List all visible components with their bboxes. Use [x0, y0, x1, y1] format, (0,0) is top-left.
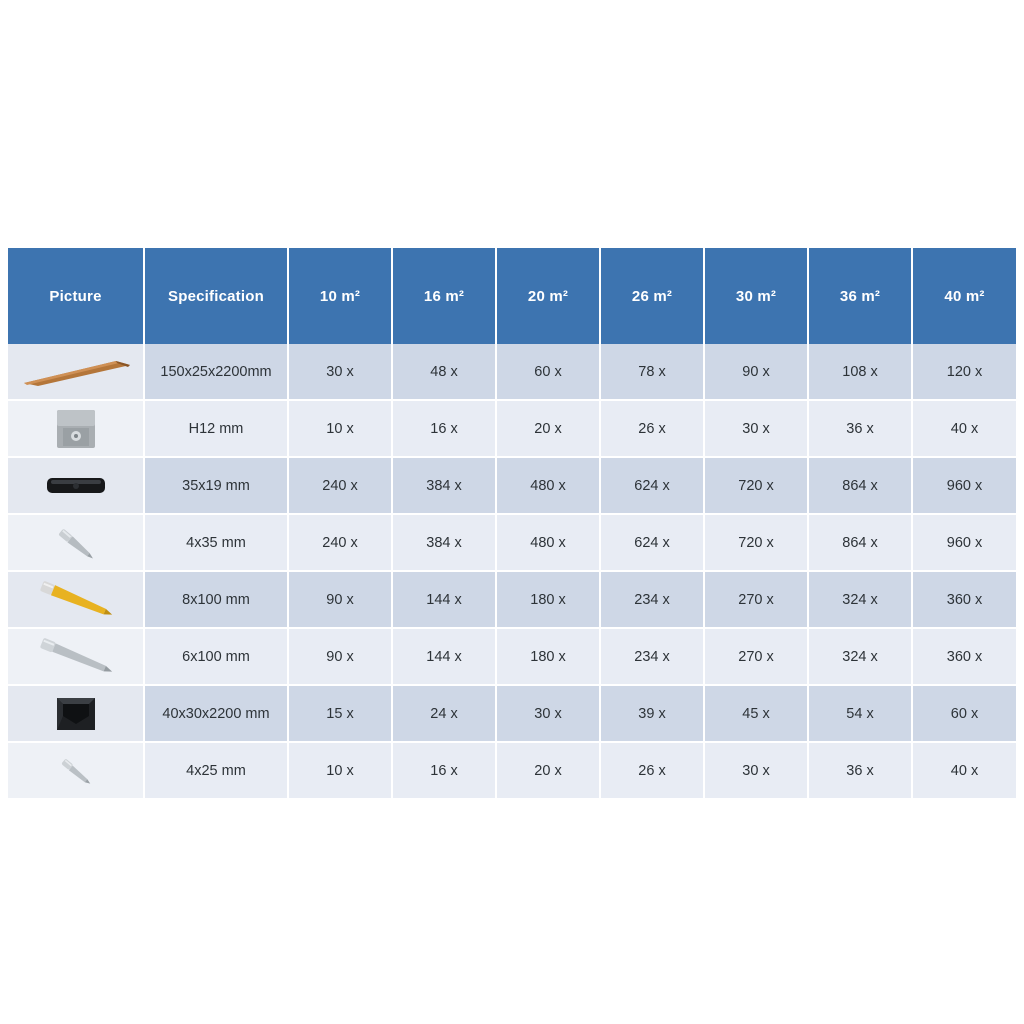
qty-26m2: 234 x: [600, 628, 704, 685]
qty-40m2: 40 x: [912, 742, 1016, 799]
table-row: [8, 628, 1016, 685]
small-screw-icon: [8, 744, 144, 797]
qty-16m2: 384 x: [392, 514, 496, 571]
qty-40m2: 360 x: [912, 571, 1016, 628]
table-row: [8, 742, 1016, 799]
table-row: [8, 400, 1016, 457]
column-header-20m2: 20 m²: [496, 248, 600, 344]
qty-16m2: 48 x: [392, 344, 496, 400]
picture-cell: [8, 742, 144, 799]
qty-36m2: 324 x: [808, 571, 912, 628]
silver-screw-icon: [8, 516, 144, 569]
qty-30m2: 720 x: [704, 457, 808, 514]
qty-16m2: 24 x: [392, 685, 496, 742]
qty-16m2: 384 x: [392, 457, 496, 514]
qty-10m2: 90 x: [288, 571, 392, 628]
picture-cell: [8, 628, 144, 685]
qty-16m2: 16 x: [392, 400, 496, 457]
header-row: [8, 248, 1016, 344]
specification-cell: 4x25 mm: [144, 742, 288, 799]
long-silver-screw-icon: [8, 630, 144, 683]
qty-30m2: 45 x: [704, 685, 808, 742]
qty-20m2: 180 x: [496, 571, 600, 628]
qty-10m2: 240 x: [288, 514, 392, 571]
qty-26m2: 26 x: [600, 400, 704, 457]
qty-30m2: 30 x: [704, 742, 808, 799]
qty-20m2: 60 x: [496, 344, 600, 400]
specification-cell: 8x100 mm: [144, 571, 288, 628]
picture-cell: [8, 344, 144, 400]
qty-36m2: 54 x: [808, 685, 912, 742]
column-header-40m2: 40 m²: [912, 248, 1016, 344]
qty-40m2: 40 x: [912, 400, 1016, 457]
column-header-26m2: 26 m²: [600, 248, 704, 344]
qty-40m2: 960 x: [912, 457, 1016, 514]
qty-36m2: 864 x: [808, 514, 912, 571]
qty-16m2: 144 x: [392, 628, 496, 685]
joist-profile-icon: [8, 687, 144, 740]
qty-36m2: 36 x: [808, 400, 912, 457]
qty-26m2: 78 x: [600, 344, 704, 400]
yellow-screw-icon: [8, 573, 144, 626]
specification-cell: 4x35 mm: [144, 514, 288, 571]
qty-10m2: 30 x: [288, 344, 392, 400]
qty-26m2: 39 x: [600, 685, 704, 742]
qty-30m2: 30 x: [704, 400, 808, 457]
qty-40m2: 120 x: [912, 344, 1016, 400]
specification-cell: H12 mm: [144, 400, 288, 457]
qty-10m2: 10 x: [288, 742, 392, 799]
table-row: [8, 514, 1016, 571]
column-header-16m2: 16 m²: [392, 248, 496, 344]
column-header-36m2: 36 m²: [808, 248, 912, 344]
spec-table-container: [8, 248, 1016, 800]
table-row: [8, 344, 1016, 400]
spec-table: [8, 248, 1016, 800]
spec-table-head: [8, 248, 1016, 344]
qty-30m2: 90 x: [704, 344, 808, 400]
table-row: [8, 457, 1016, 514]
picture-cell: [8, 457, 144, 514]
specification-cell: 40x30x2200 mm: [144, 685, 288, 742]
qty-30m2: 270 x: [704, 571, 808, 628]
qty-10m2: 240 x: [288, 457, 392, 514]
qty-40m2: 960 x: [912, 514, 1016, 571]
qty-26m2: 624 x: [600, 457, 704, 514]
metal-clip-icon: [8, 402, 144, 455]
qty-20m2: 180 x: [496, 628, 600, 685]
table-row: [8, 685, 1016, 742]
specification-cell: 35x19 mm: [144, 457, 288, 514]
qty-36m2: 864 x: [808, 457, 912, 514]
column-header-picture: Picture: [8, 248, 144, 344]
qty-16m2: 16 x: [392, 742, 496, 799]
qty-30m2: 270 x: [704, 628, 808, 685]
decking-board-icon: [8, 345, 144, 398]
qty-10m2: 15 x: [288, 685, 392, 742]
qty-16m2: 144 x: [392, 571, 496, 628]
picture-cell: [8, 400, 144, 457]
column-header-specification: Specification: [144, 248, 288, 344]
qty-26m2: 234 x: [600, 571, 704, 628]
specification-cell: 6x100 mm: [144, 628, 288, 685]
specification-cell: 150x25x2200mm: [144, 344, 288, 400]
qty-40m2: 360 x: [912, 628, 1016, 685]
qty-30m2: 720 x: [704, 514, 808, 571]
column-header-30m2: 30 m²: [704, 248, 808, 344]
qty-26m2: 26 x: [600, 742, 704, 799]
qty-20m2: 20 x: [496, 400, 600, 457]
picture-cell: [8, 514, 144, 571]
picture-cell: [8, 685, 144, 742]
qty-20m2: 480 x: [496, 457, 600, 514]
picture-cell: [8, 571, 144, 628]
table-row: [8, 571, 1016, 628]
column-header-10m2: 10 m²: [288, 248, 392, 344]
spec-table-body: [8, 344, 1016, 799]
qty-40m2: 60 x: [912, 685, 1016, 742]
qty-10m2: 90 x: [288, 628, 392, 685]
qty-10m2: 10 x: [288, 400, 392, 457]
qty-20m2: 480 x: [496, 514, 600, 571]
black-plastic-clip-icon: [8, 459, 144, 512]
qty-20m2: 30 x: [496, 685, 600, 742]
qty-20m2: 20 x: [496, 742, 600, 799]
qty-36m2: 324 x: [808, 628, 912, 685]
qty-36m2: 36 x: [808, 742, 912, 799]
qty-36m2: 108 x: [808, 344, 912, 400]
qty-26m2: 624 x: [600, 514, 704, 571]
